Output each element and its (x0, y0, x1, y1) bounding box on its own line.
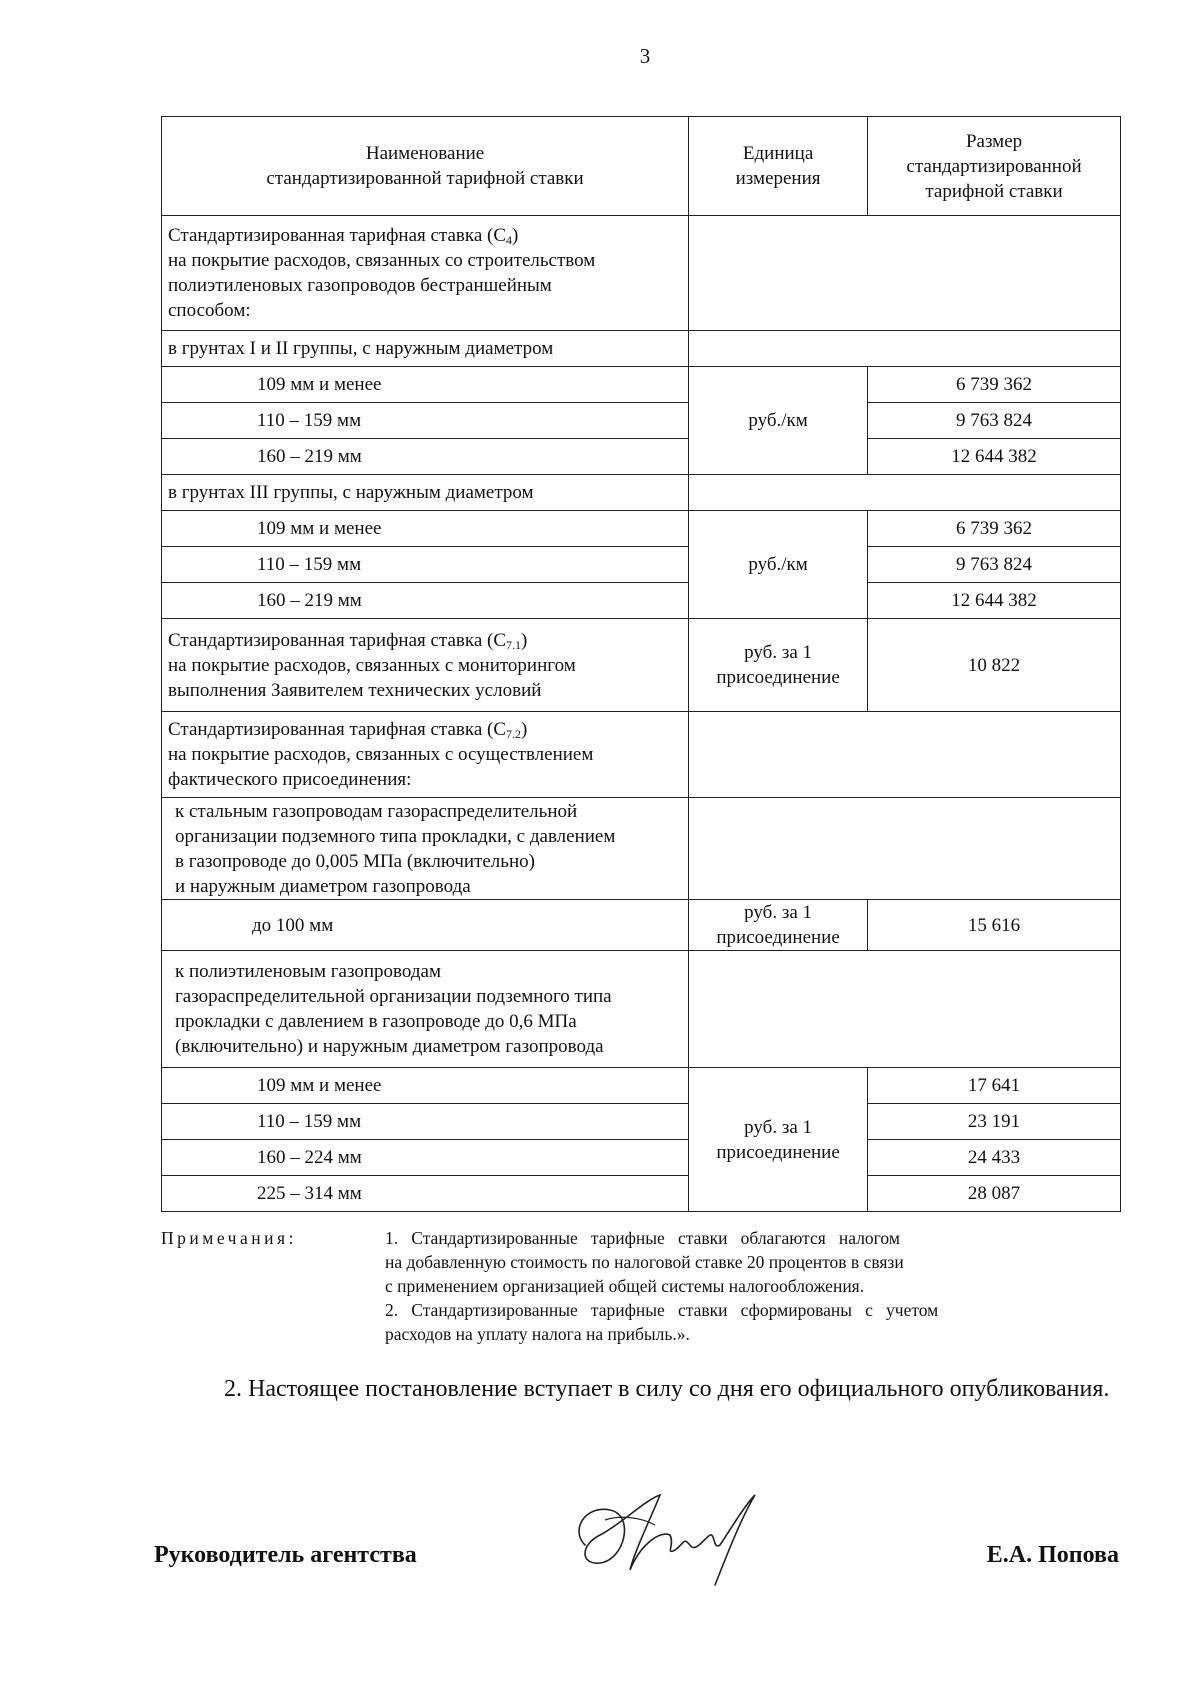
note-line: на добавленную стоимость по налоговой ставке 20 процентов в связи (385, 1252, 904, 1272)
unit-cell (689, 619, 868, 712)
diameter-label: 109 мм и менее (162, 1068, 689, 1104)
steel-line: организации подземного типа прокладки, с давлением (175, 825, 616, 847)
unit-cell: руб./км (689, 367, 868, 475)
c4-title (162, 216, 689, 331)
table-row (162, 475, 1121, 511)
pe-line: к полиэтиленовым газопроводам (175, 961, 441, 982)
diameter-label: 110 – 159 мм (162, 547, 689, 583)
table-row (162, 439, 1121, 475)
header-size-line: тарифной ставки (925, 180, 1063, 202)
pe-line: газораспределительной организации подземного типа (175, 986, 612, 1007)
c71-title-sub: 7.1 (506, 637, 522, 652)
rate-value: 28 087 (868, 1176, 1121, 1212)
note-1 (385, 1226, 1120, 1346)
header-name-line: Наименование (365, 143, 485, 164)
c71-title-line: на покрытие расходов, связанных с мониторингом (168, 654, 576, 676)
rate-value: 6 739 362 (868, 367, 1121, 403)
table-row (162, 367, 1121, 403)
signatory-title: Руководитель агентства (154, 1542, 417, 1568)
unit-line: присоединение (716, 927, 840, 948)
diameter-label: 160 – 219 мм (162, 583, 689, 619)
steel-line: к стальным газопроводам газораспределительной (175, 800, 578, 822)
note-line: с применением организацией общей системы налогообложения. (385, 1276, 865, 1296)
diameter-label: 160 – 219 мм (162, 439, 689, 475)
signature-image (565, 1475, 765, 1595)
rate-value: 24 433 (868, 1140, 1121, 1176)
unit-cell (689, 1068, 868, 1212)
c72-title-line: фактического присоединения: (168, 769, 412, 790)
c4-title-post: ) (512, 225, 519, 246)
c71-title-pre: Стандартизированная тарифная ставка (С (168, 629, 507, 651)
c71-title-line (168, 628, 682, 653)
table-row (162, 1140, 1121, 1176)
table-row (162, 1068, 1121, 1104)
unit-line: присоединение (716, 1141, 840, 1163)
steel-description (162, 798, 689, 900)
c72-title-line: на покрытие расходов, связанных с осуществлением (168, 744, 594, 765)
rate-value: 15 616 (868, 900, 1121, 951)
diameter-label: 110 – 159 мм (162, 403, 689, 439)
tariff-table (161, 116, 1121, 1212)
c4-title-line: на покрытие расходов, связанных со строительством (168, 250, 596, 271)
note-line: 2. Стандартизированные тарифные ставки сформированы с учетом (385, 1300, 939, 1320)
unit-cell: руб./км (689, 511, 868, 619)
rate-value: 9 763 824 (868, 403, 1121, 439)
unit-line: руб. за 1 (744, 642, 813, 663)
header-name-line: стандартизированной тарифной ставки (266, 168, 584, 189)
notes-label: Примечания: (161, 1228, 297, 1248)
unit-cell (689, 900, 868, 951)
unit-line: руб. за 1 (744, 1116, 813, 1138)
empty-cell (689, 951, 1121, 1068)
c4-title-line: полиэтиленовых газопроводов бестраншейным (168, 275, 552, 296)
c72-title-sub: 7.2 (506, 727, 522, 741)
empty-cell (689, 475, 1121, 511)
note-line: 1. Стандартизированные тарифные ставки облагаются налогом (385, 1228, 900, 1248)
rate-value: 6 739 362 (868, 511, 1121, 547)
paragraph-effective-date: 2. Настоящее постановление вступает в силу со дня его официального опубликования. (224, 1376, 1110, 1402)
c72-title-post: ) (521, 719, 528, 740)
table-row (162, 547, 1121, 583)
pe-description (162, 951, 689, 1068)
c4-group1-label: в грунтах I и II группы, с наружным диаметром (162, 331, 689, 367)
pe-line: прокладки с давлением в газопроводе до 0,6 МПа (175, 1011, 577, 1032)
table-row (162, 712, 1121, 798)
table-row (162, 951, 1121, 1068)
rate-value: 23 191 (868, 1104, 1121, 1140)
table-row (162, 216, 1121, 331)
diameter-label: 160 – 224 мм (162, 1140, 689, 1176)
empty-cell (689, 216, 1121, 331)
table-row (162, 1104, 1121, 1140)
c71-title-post: ) (521, 629, 528, 651)
table-row (162, 900, 1121, 951)
header-size-line: стандартизированной (906, 155, 1082, 177)
page-number: 3 (639, 44, 651, 68)
c72-title-pre: Стандартизированная тарифная ставка (С (168, 719, 507, 740)
rate-value: 12 644 382 (868, 583, 1121, 619)
c71-title-line: выполнения Заявителем технических условий (168, 679, 542, 701)
header-unit (689, 117, 868, 216)
table-row (162, 798, 1121, 900)
rate-value: 10 822 (868, 619, 1121, 712)
header-size (868, 117, 1121, 216)
diameter-label: 225 – 314 мм (162, 1176, 689, 1212)
table-row (162, 403, 1121, 439)
empty-cell (689, 712, 1121, 798)
unit-line: руб. за 1 (744, 902, 813, 923)
diameter-label: до 100 мм (162, 900, 689, 951)
table-row (162, 1176, 1121, 1212)
c72-title-line (168, 717, 682, 742)
table-header-row (162, 117, 1121, 216)
c4-title-line (168, 223, 682, 248)
header-size-line: Размер (965, 130, 1023, 152)
table-row (162, 583, 1121, 619)
rate-value: 9 763 824 (868, 547, 1121, 583)
table-row (162, 619, 1121, 712)
c72-title (162, 712, 689, 798)
rate-value: 12 644 382 (868, 439, 1121, 475)
header-unit-line: Единица (742, 143, 814, 164)
header-name (162, 117, 689, 216)
empty-cell (689, 798, 1121, 900)
diameter-label: 109 мм и менее (162, 367, 689, 403)
unit-line: присоединение (716, 667, 840, 688)
table-row (162, 511, 1121, 547)
header-unit-line: измерения (735, 168, 821, 189)
diameter-label: 110 – 159 мм (162, 1104, 689, 1140)
pe-line: (включительно) и наружным диаметром газопровода (175, 1036, 604, 1057)
note-line: расходов на уплату налога на прибыль.». (385, 1324, 690, 1344)
c4-group2-label: в грунтах III группы, с наружным диаметром (162, 475, 689, 511)
c4-title-line: способом: (168, 300, 251, 321)
steel-line: и наружным диаметром газопровода (175, 875, 471, 897)
c4-title-sub: 4 (506, 233, 513, 247)
rate-value: 17 641 (868, 1068, 1121, 1104)
c71-title (162, 619, 689, 712)
diameter-label: 109 мм и менее (162, 511, 689, 547)
table-row (162, 331, 1121, 367)
c4-title-pre: Стандартизированная тарифная ставка (С (168, 225, 507, 246)
steel-line: в газопроводе до 0,005 МПа (включительно) (175, 850, 535, 872)
empty-cell (689, 331, 1121, 367)
signatory-name: Е.А. Попова (986, 1542, 1119, 1568)
